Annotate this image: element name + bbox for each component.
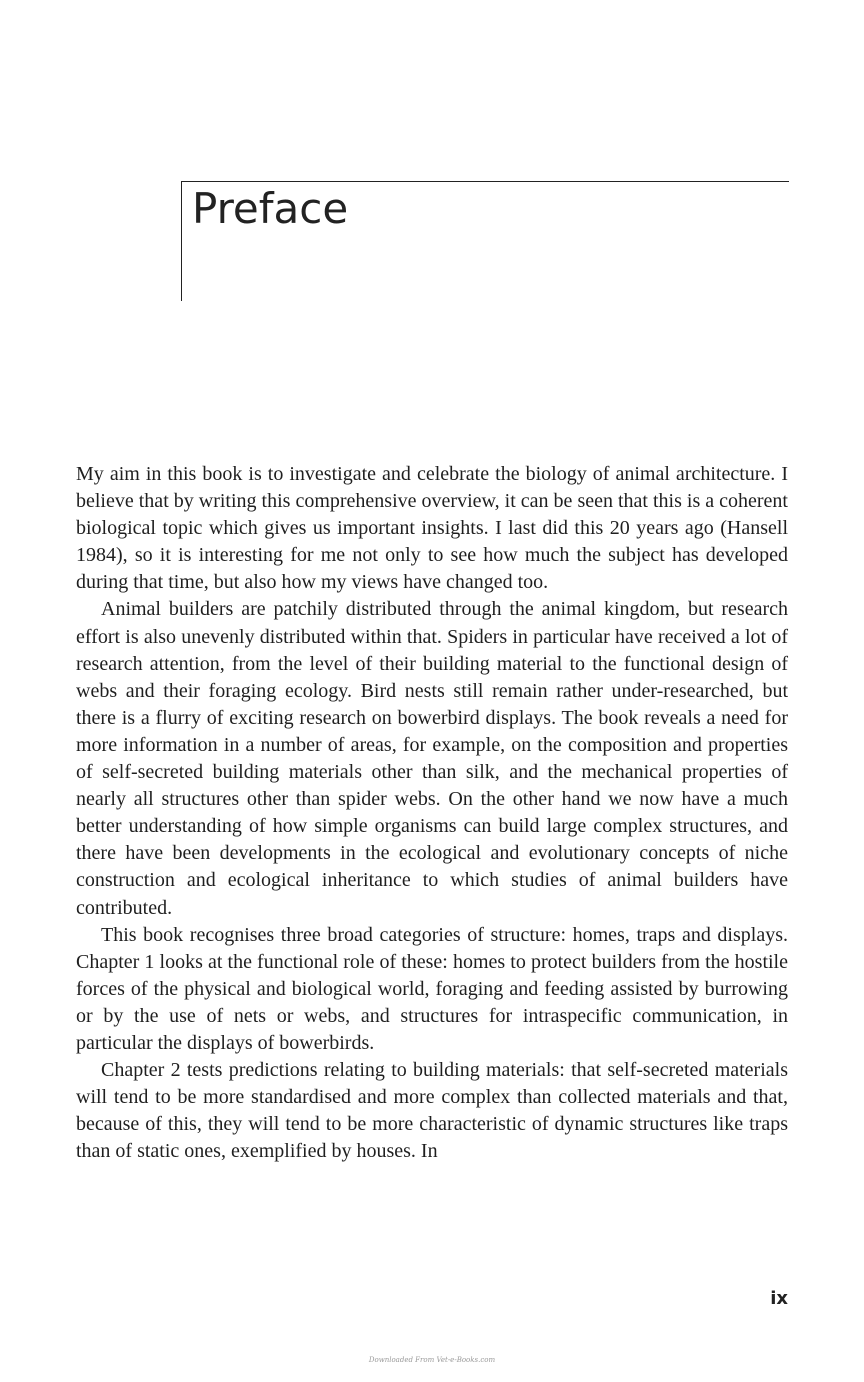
paragraph: Chapter 2 tests predictions relating to building materials: that self-secreted materials will tend to be more standardised and more complex than collected materials and that, because of this, they will tend to be more characteristic of dynamic structures like traps than of static ones, exemplified by houses. In [76,1059,788,1163]
preface-body [76,461,788,1165]
download-watermark: Downloaded From Vet-e-Books.com [368,1356,496,1364]
chapter-title: Preface [192,184,349,233]
page-number: ix [770,1288,788,1309]
paragraph: Animal builders are patchily distributed through the animal kingdom, but research effort is also unevenly distributed within that. Spiders in particular have received a lot of research attention, from the level of their building material to the functional design of webs and their foraging ecology. Bird nests still remain rather under-researched, but there is a flurry of exciting research on bowerbird displays. The book reveals a need for more information in a number of areas, for example, on the composition and properties of self-secreted building materials other than silk, and the mechanical properties of nearly all structures other than spider webs. On the other hand we now have a much better understanding of how simple organisms can build large complex structures, and there have been developments in the ecological and evolutionary concepts of niche construction and ecological inheritance to which studies of animal builders have contributed. [76,598,788,919]
paragraph: This book recognises three broad categories of structure: homes, traps and displays. Chapter 1 looks at the functional role of these: homes to protect builders from the hostile forces of the physical and biological world, foraging and feeding assisted by burrowing or by the use of nets or webs, and structures for intraspecific communication, in particular the displays of bowerbirds. [76,923,788,1054]
paragraph: My aim in this book is to investigate and celebrate the biology of animal architecture. I believe that by writing this comprehensive overview, it can be seen that this is a coherent biological topic which gives us important insights. I last did this 20 years ago (Hansell 1984), so it is interesting for me not only to see how much the subject has developed during that time, but also how my views have changed too. [76,463,788,594]
